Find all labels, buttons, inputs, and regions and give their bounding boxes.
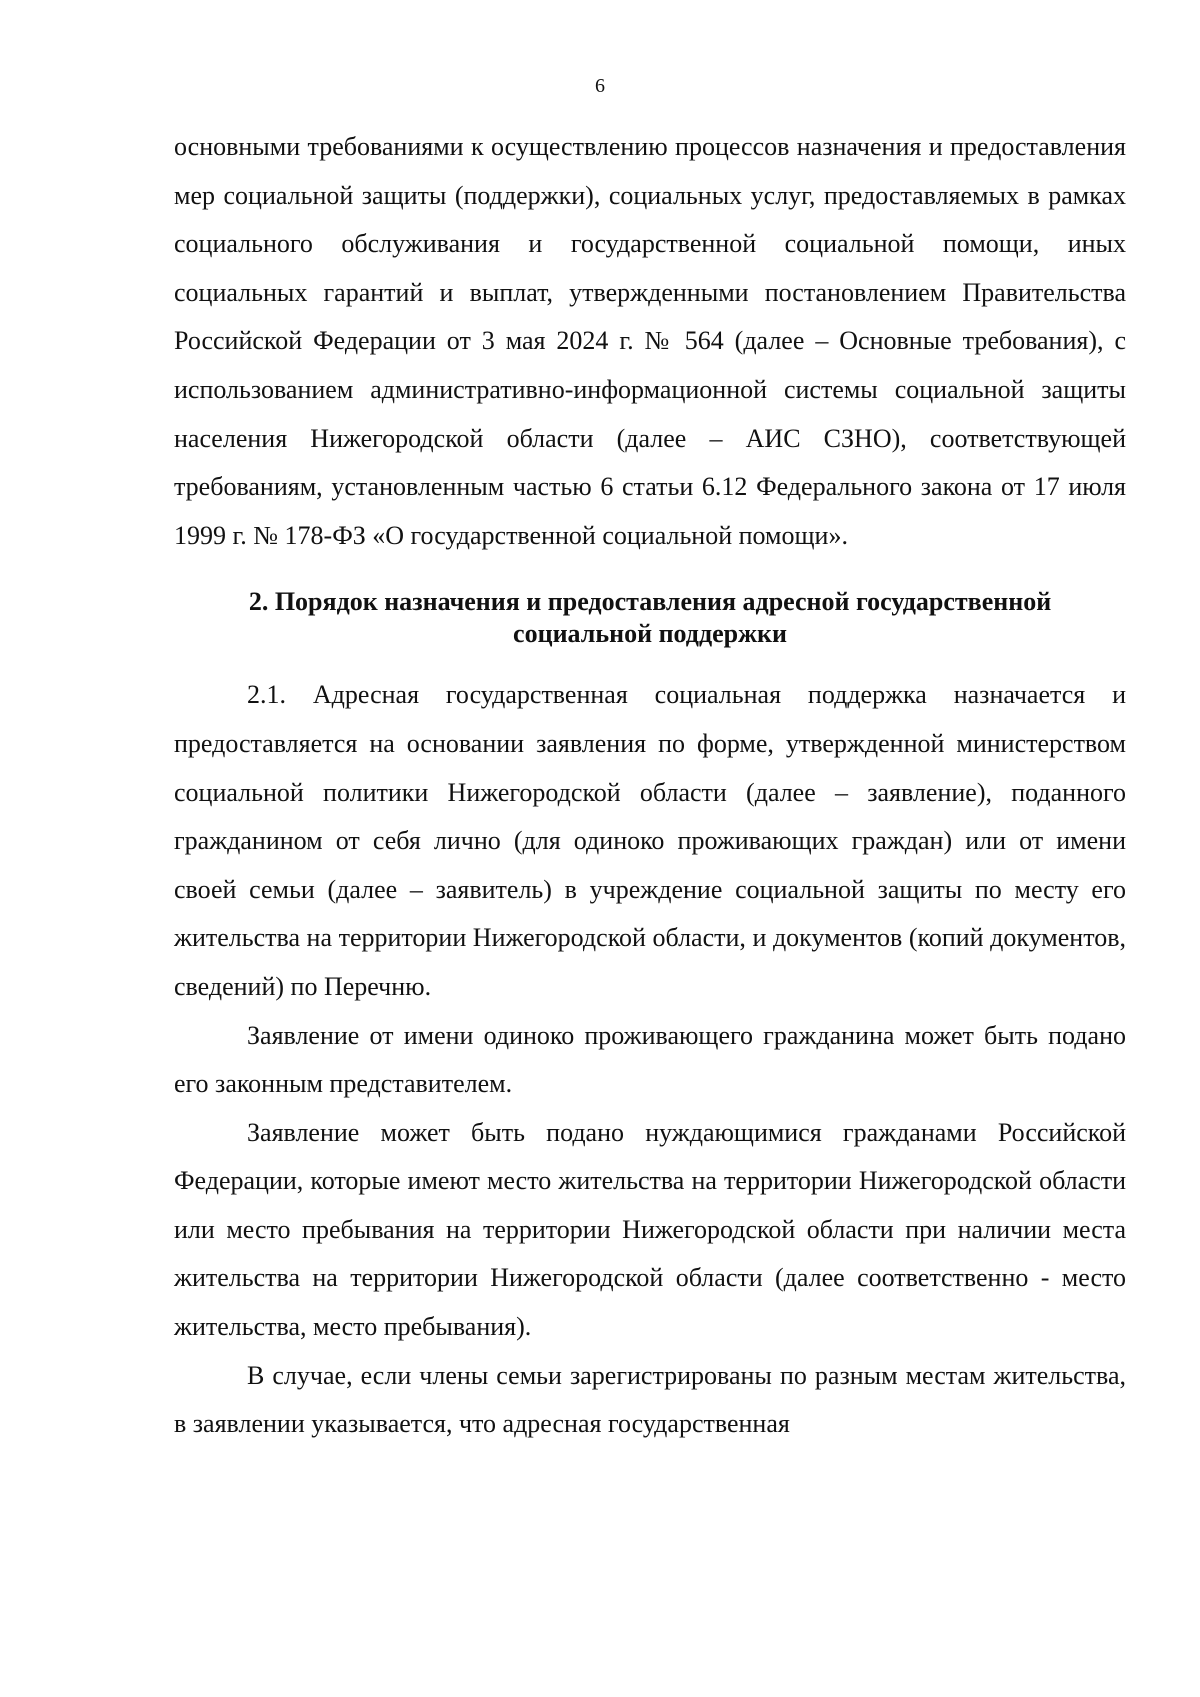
section-heading xyxy=(174,586,1126,650)
paragraph-intro: основными требованиями к осуществлению процессов назначения и предоставления мер социальной защиты (поддержки), социальных услуг, предоставляемых в рамках социального обслуживания и государственной социальной помощи, иных социальных гарантий и выплат, утвержденными постановлением Правительства Российской Федерации от 3 мая 2024 г. № 564 (далее – Основные требования), с использованием административно-информационной системы социальной защиты населения Нижегородской области (далее – АИС СЗНО), соответствующей требованиям, установленным частью 6 статьи 6.12 Федерального закона от 17 июля 1999 г. № 178-ФЗ «О государственной социальной помощи». xyxy=(174,132,1126,550)
paragraph-2-1: 2.1. Адресная государственная социальная поддержка назначается и предоставляется на основании заявления по форме, утвержденной министерством социальной политики Нижегородской области (далее – заявление), поданного гражданином от себя лично (для одиноко проживающих граждан) или от имени своей семьи (далее – заявитель) в учреждение социальной защиты по месту его жительства на территории Нижегородской области, и документов (копий документов, сведений) по Перечню. xyxy=(174,680,1126,1001)
page-number: 6 xyxy=(595,75,605,97)
document-body xyxy=(174,123,1126,1449)
paragraph-legal-representative: Заявление от имени одиноко проживающего гражданина может быть подано его законным представителем. xyxy=(174,1020,1126,1099)
paragraph-eligible-citizens: Заявление может быть подано нуждающимися гражданами Российской Федерации, которые имеют место жительства на территории Нижегородской области или место пребывания на территории Нижегородской области при наличии места жительства на территории Нижегородской области (далее соответственно - место жительства, место пребывания). xyxy=(174,1117,1126,1342)
section-heading-line-2: социальной поддержки xyxy=(513,619,787,649)
paragraph-different-residences: В случае, если члены семьи зарегистрированы по разным местам жительства, в заявлении указывается, что адресная государственная xyxy=(174,1360,1126,1439)
section-heading-line-1: 2. Порядок назначения и предоставления адресной государственной xyxy=(248,587,1052,617)
